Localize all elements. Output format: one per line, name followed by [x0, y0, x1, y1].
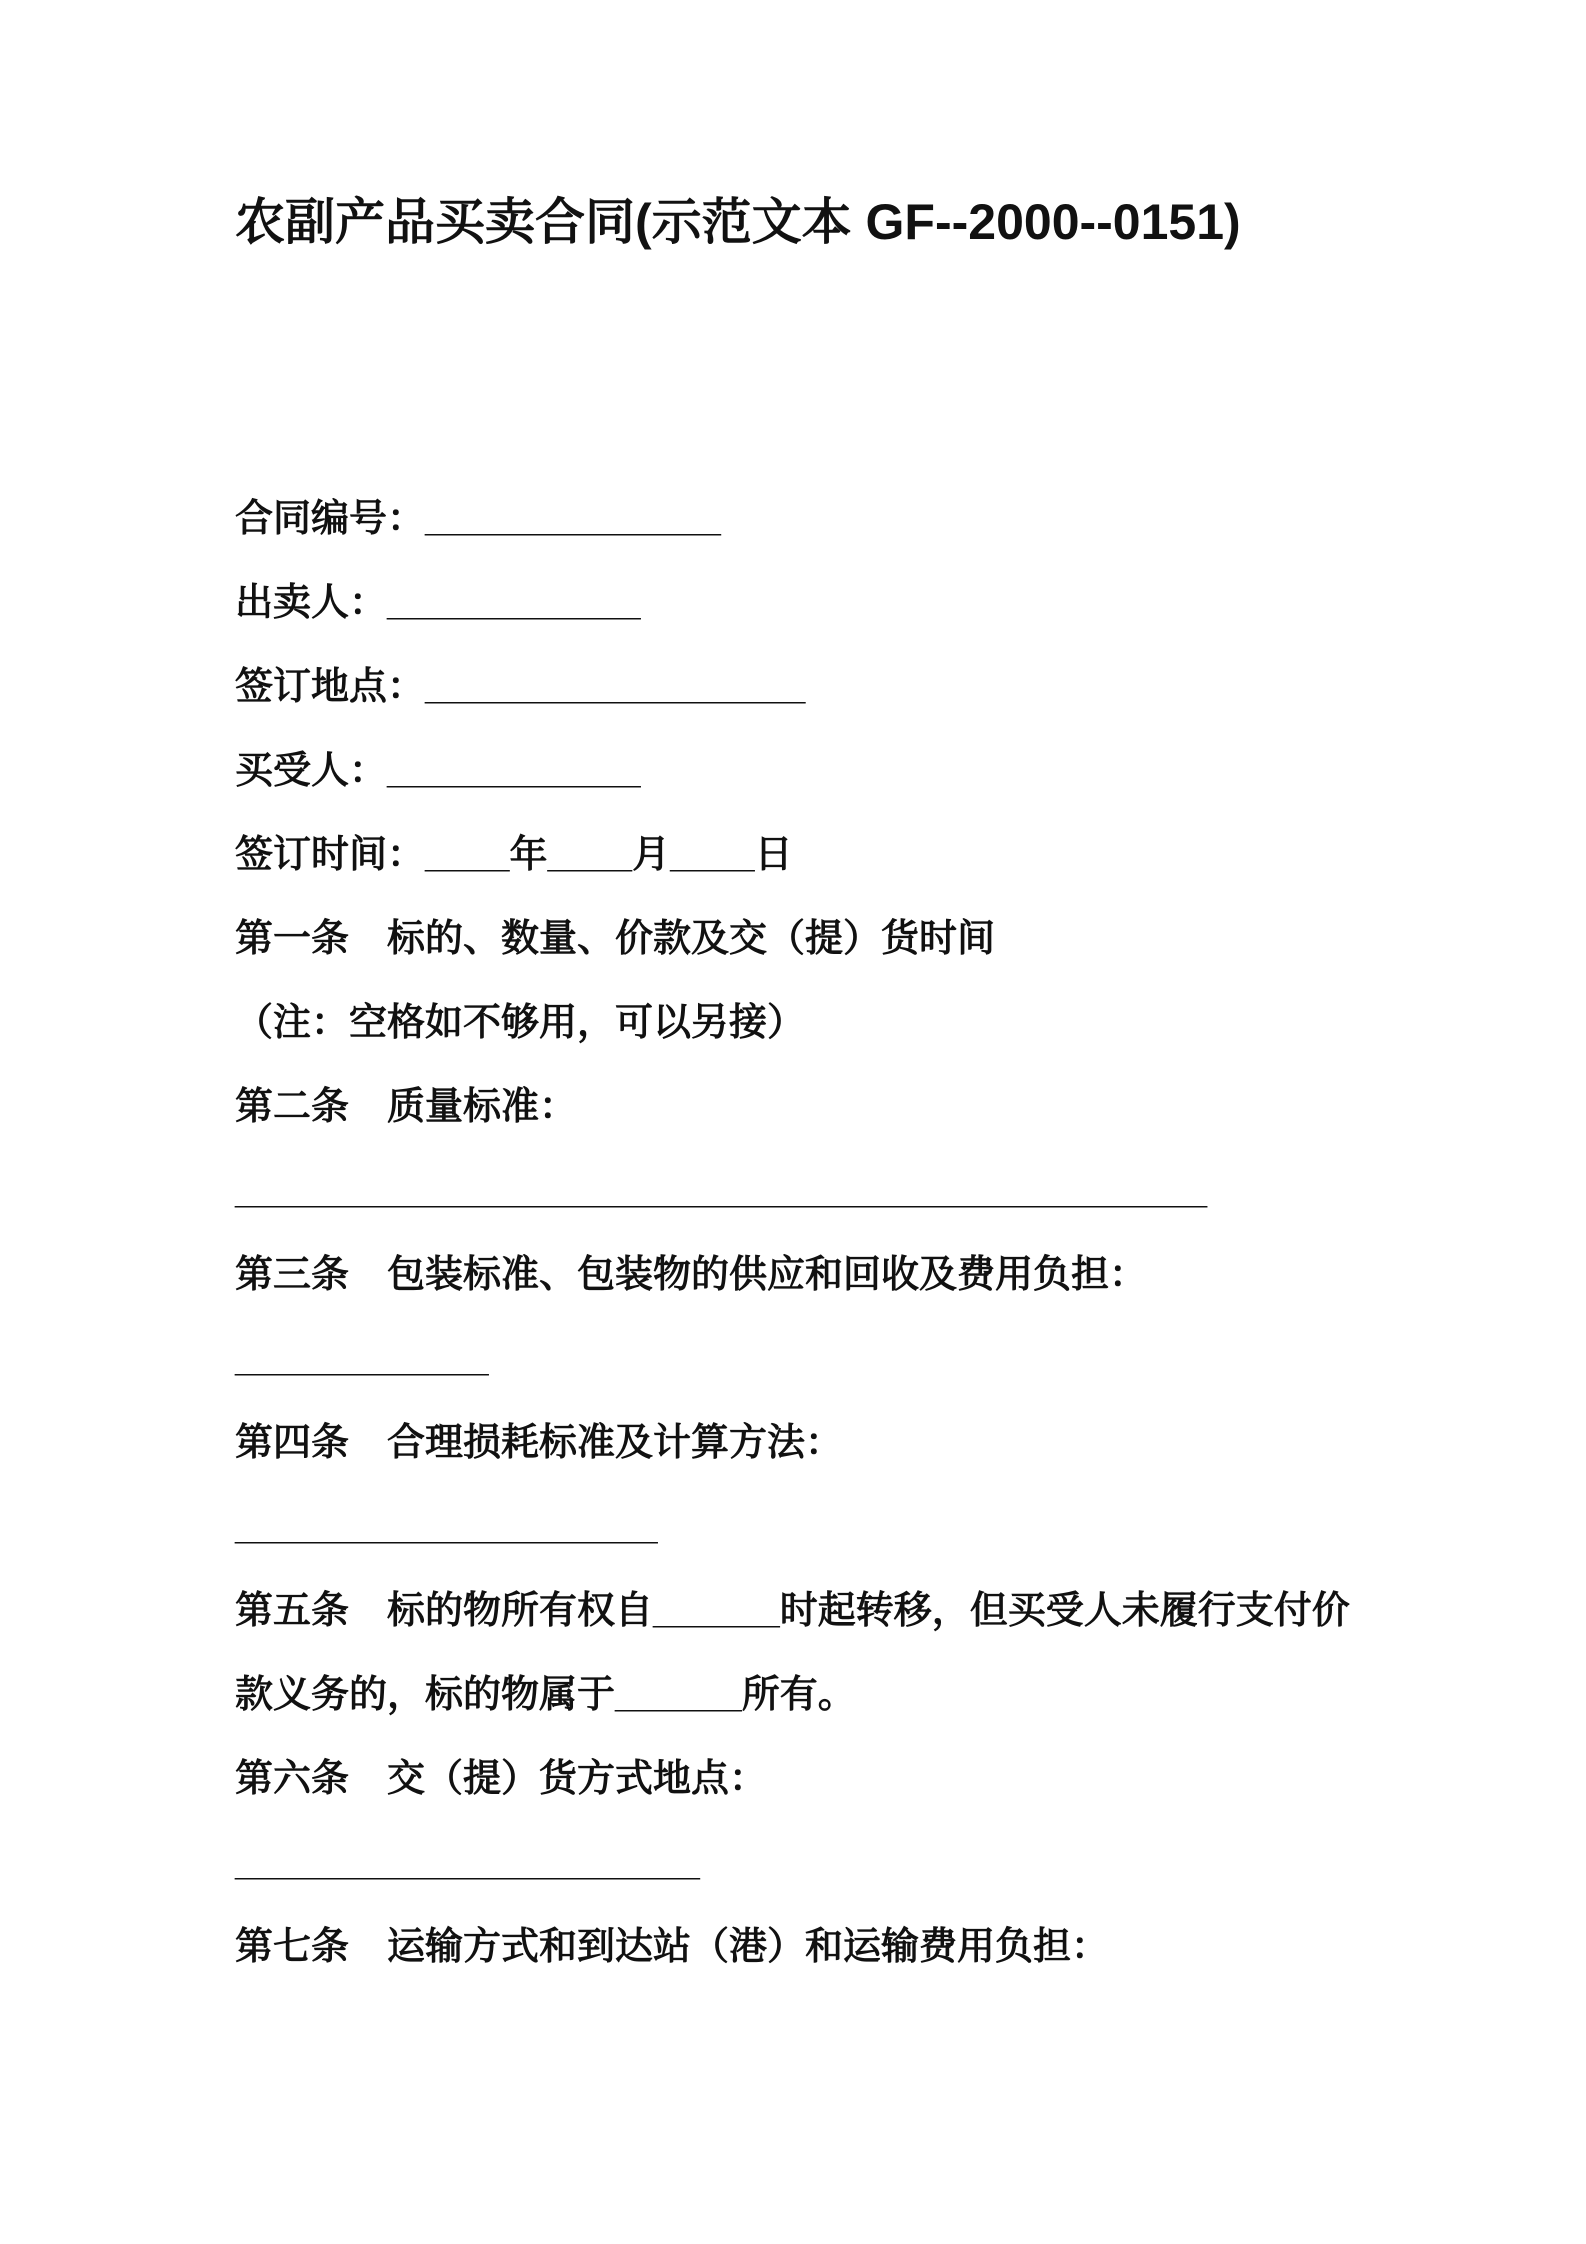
document-body — [235, 477, 1350, 1989]
packaging-blank-line: ____________ — [235, 1338, 489, 1380]
buyer-line: 买受人：____________ — [235, 750, 641, 792]
seller-line: 出卖人：____________ — [235, 582, 641, 624]
signing-place-line: 签订地点：__________________ — [235, 666, 806, 708]
quality-blank-line: ______________________________________________ — [235, 1170, 1208, 1212]
contract-number-line: 合同编号：______________ — [235, 498, 721, 540]
clause-5-text-line-2: 款义务的，标的物属于______所有。 — [235, 1674, 856, 1716]
clause-4-heading: 第四条 合理损耗标准及计算方法： — [235, 1422, 844, 1464]
clause-7-heading: 第七条 运输方式和到达站（港）和运输费用负担： — [235, 1926, 1110, 1968]
document-title: 农副产品买卖合同(示范文本 GF--2000--0151) — [235, 194, 1241, 250]
clause-3-heading: 第三条 包装标准、包装物的供应和回收及费用负担： — [235, 1254, 1148, 1296]
delivery-blank-line: ______________________ — [235, 1842, 700, 1884]
clause-2-heading: 第二条 质量标准： — [235, 1086, 578, 1128]
signing-date-line: 签订时间：____年____月____日 — [235, 834, 793, 876]
clause-6-heading: 第六条 交（提）货方式地点： — [235, 1758, 768, 1800]
clause-1-heading: 第一条 标的、数量、价款及交（提）货时间 — [235, 918, 996, 960]
clause-5-text-line-1: 第五条 标的物所有权自______时起转移，但买受人未履行支付价 — [235, 1590, 1350, 1632]
loss-blank-line: ____________________ — [235, 1506, 658, 1548]
note-line: （注：空格如不够用，可以另接） — [235, 1002, 806, 1044]
